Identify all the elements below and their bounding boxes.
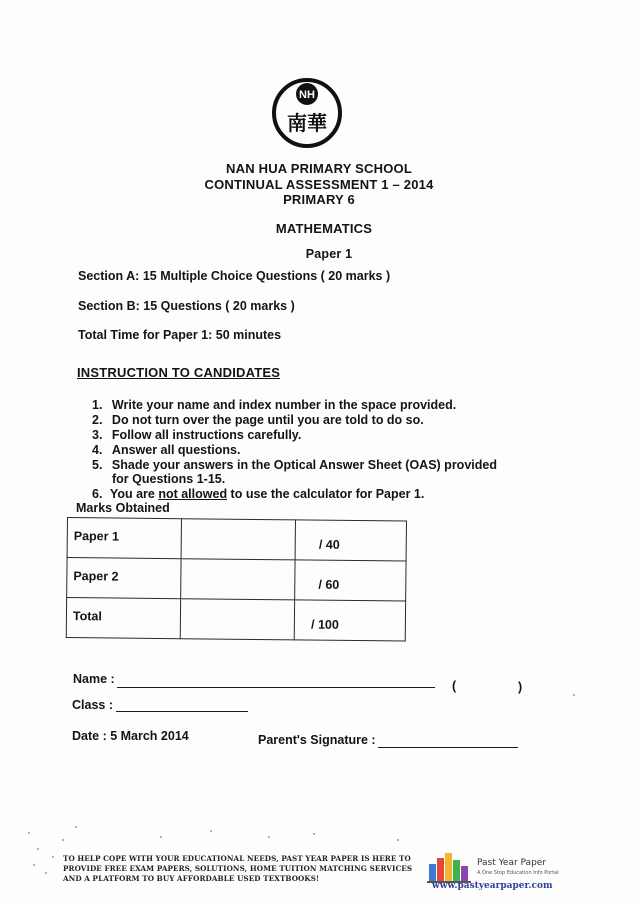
item-text: Shade your answers in the Optical Answer Sheet (OAS) provided — [111, 458, 497, 472]
table-row — [66, 598, 405, 642]
section-b: Section B: 15 Questions ( 20 marks ) — [78, 299, 295, 313]
score-cell — [181, 599, 295, 640]
instruction-item — [92, 487, 424, 501]
instruction-item — [92, 428, 301, 442]
marks-obtained-label: Marks Obtained — [76, 501, 170, 515]
date: Date : 5 March 2014 — [72, 729, 189, 743]
instruction-item — [92, 458, 497, 472]
brand-name: Past Year Paper — [477, 858, 547, 868]
instruction-item — [92, 443, 240, 457]
signature-line[interactable] — [378, 747, 518, 748]
score-cell — [181, 519, 295, 560]
table-row — [67, 558, 406, 602]
class-input-line[interactable] — [116, 711, 248, 712]
score-cell — [181, 559, 295, 600]
instruction-item — [92, 398, 456, 412]
item-number: 6. — [92, 487, 103, 501]
row-label: Paper 1 — [67, 518, 182, 559]
item-number: 1. — [92, 398, 103, 412]
brand-tagline: A One Stop Education Info Portal — [477, 870, 559, 876]
item-number: 3. — [92, 428, 103, 442]
item-text: Do not turn over the page until you are told to do so. — [111, 413, 424, 427]
level: PRIMARY 6 — [283, 192, 355, 207]
paper-label: Paper 1 — [305, 247, 353, 261]
item-text: Answer all questions. — [111, 443, 241, 457]
max-score: / 40 — [295, 520, 406, 561]
item-number: 4. — [92, 443, 103, 457]
item-emphasis: not allowed — [158, 487, 228, 501]
item-text: Follow all instructions carefully. — [111, 428, 302, 442]
class-label: Class : — [72, 698, 113, 712]
school-logo — [270, 68, 344, 150]
row-label: Paper 2 — [67, 558, 182, 599]
subject: MATHEMATICS — [275, 221, 373, 236]
books-logo-icon — [427, 848, 473, 884]
svg-text:南華: 南華 — [287, 111, 327, 135]
max-score: / 60 — [295, 560, 406, 601]
signature-label: Parent's Signature : — [258, 733, 376, 747]
total-time: Total Time for Paper 1: 50 minutes — [78, 328, 282, 342]
paren-open: ( — [452, 679, 457, 693]
assessment-title: CONTINUAL ASSESSMENT 1 – 2014 — [204, 177, 434, 192]
row-label: Total — [66, 598, 181, 639]
instruction-continuation: for Questions 1-15. — [112, 472, 226, 486]
paren-close: ) — [518, 680, 523, 694]
school-name: NAN HUA PRIMARY SCHOOL — [226, 161, 412, 176]
footer-promo-text: TO HELP COPE WITH YOUR EDUCATIONAL NEEDS, PAST YEAR PAPER IS HERE TO PROVIDE FREE EXAM PAPERS, SOLUTIONS, HOME TUITION MATCHING SERVICES AND A PLATFORM TO BUY AFFORDABLE USED TEXTBOOKS! — [63, 854, 413, 884]
item-number: 5. — [92, 458, 103, 472]
item-number: 2. — [92, 413, 103, 427]
marks-table — [66, 517, 407, 642]
item-text: You are — [109, 487, 159, 501]
brand-url-link[interactable]: www.pastyearpaper.com — [432, 881, 553, 891]
name-input-line[interactable] — [117, 687, 435, 688]
name-label: Name : — [73, 672, 115, 686]
table-row — [67, 518, 406, 562]
section-a: Section A: 15 Multiple Choice Questions ( 20 marks ) — [78, 269, 391, 283]
instructions-heading: INSTRUCTION TO CANDIDATES — [77, 365, 281, 380]
item-text: to use the calculator for Paper 1. — [227, 487, 425, 501]
max-score: / 100 — [294, 600, 405, 641]
instruction-item — [92, 413, 424, 427]
svg-text:NH: NH — [299, 89, 315, 101]
item-text: Write your name and index number in the space provided. — [111, 398, 457, 412]
